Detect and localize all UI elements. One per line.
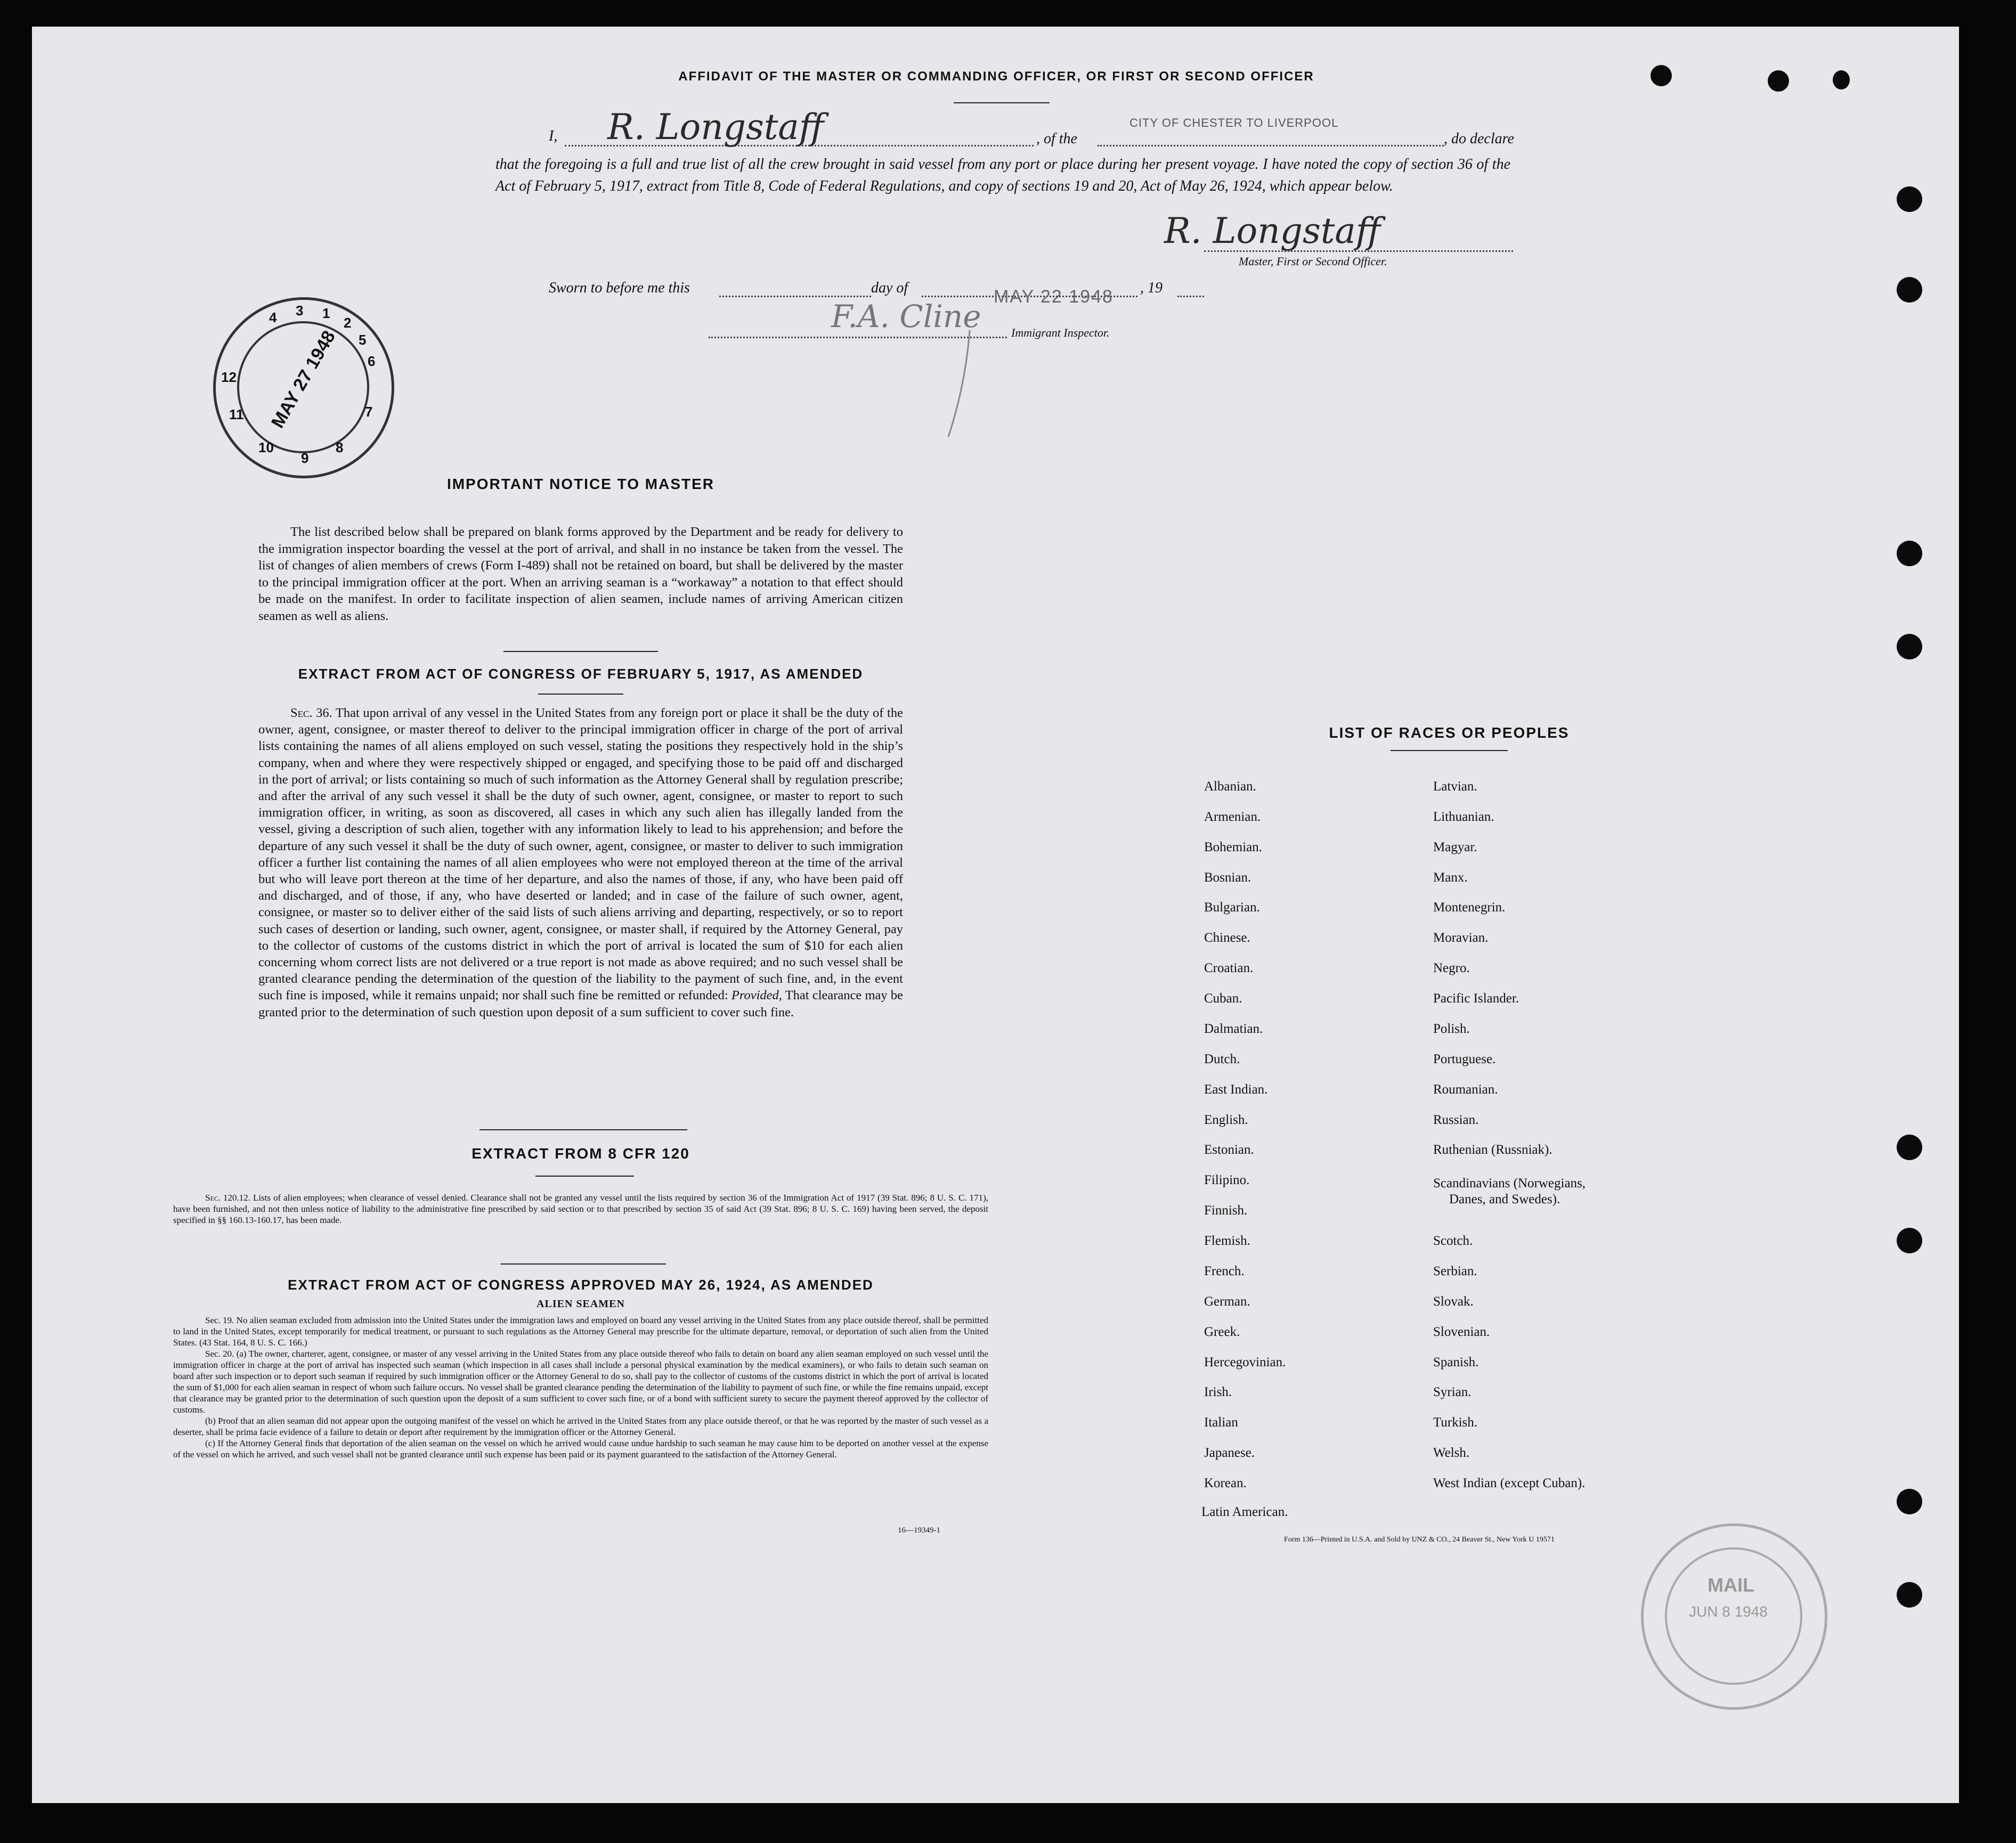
race-item: West Indian (except Cuban). [1433, 1476, 1586, 1490]
section-label: Sec. 120.12. [205, 1193, 250, 1203]
affidavit-declare: , do declare [1444, 131, 1514, 147]
stamp-ring-number: 12 [221, 369, 237, 385]
race-item: Finnish. [1204, 1203, 1248, 1218]
race-item: Magyar. [1433, 840, 1477, 854]
race-item: Spanish. [1433, 1355, 1479, 1369]
sec-20b-text: (b) Proof that an alien seaman did not appear upon the outgoing manifest of the vessel on which he arrived in the United States from any place outside thereof, or that he was reported by the master of such vessel as a deserter, shall be prima facie evidence of a failure to detain or deport after requirement by the immigration officer or the Attorney General. [173, 1416, 988, 1437]
race-item: Hercegovinian. [1204, 1355, 1286, 1369]
vessel-line [1098, 145, 1444, 146]
race-item: Filipino. [1204, 1173, 1250, 1187]
race-item: Croatian. [1204, 961, 1254, 975]
mail-stamp-date: JUN 8 1948 [1689, 1603, 1768, 1620]
race-item: Pacific Islander. [1433, 991, 1519, 1006]
extract-1924-heading: EXTRACT FROM ACT OF CONGRESS APPROVED MAY 26, 1924, AS AMENDED [288, 1277, 874, 1293]
sworn-day-of: day of [871, 280, 908, 296]
master-caption: Master, First or Second Officer. [1239, 255, 1387, 268]
print-code: 16—19349-1 [898, 1526, 940, 1535]
race-item: East Indian. [1204, 1082, 1268, 1097]
race-item: Irish. [1204, 1385, 1232, 1399]
race-item: Slovak. [1433, 1294, 1474, 1309]
affidavit-of-the: , of the [1036, 131, 1077, 147]
alien-seamen-subheading: ALIEN SEAMEN [536, 1298, 625, 1310]
race-item: Italian [1204, 1415, 1238, 1430]
race-item: Chinese. [1204, 931, 1250, 945]
race-item: Bulgarian. [1204, 900, 1260, 915]
extract-1917-text [258, 705, 903, 1021]
affidavit-i: I, [549, 128, 558, 144]
section-body: That upon arrival of any vessel in the United States from any foreign port or place it shall be the duty of the owner, agent, consignee, or master thereof to deliver to the principal immigration officer in charge of the port of arrival lists containing the names of all aliens employed on such vessel, stating the positions they respectively hold in the ship’s company, when and where they were respectively shipped or engaged, and specifying those to be paid off and discharged in the port of arrival; or lists containing so much of such information as the Attorney General shall by regulation prescribe; and after the arrival of any such vessel it shall be the duty of such owner, agent, consignee, or master to report to such immigration officer, in writing, as soon as discovered, all cases in which any such alien has illegally landed from the vessel, giving a description of such alien, together with any information likely to lead to his apprehension; and before the departure of any such vessel it shall be the duty of such owner, agent, consignee, or master to deliver to such immigration officer a further list containing the names of all alien employees who were not employed thereon at the time of the arrival but who will leave port thereon at the time of her departure, and also the names of those, if any, who have been paid off and discharged, and of those, if any, who have deserted or landed; and in case of the failure of such owner, agent, consignee, or master so to deliver either of the said lists of such aliens arriving and departing, respectively, or so to report such cases of desertion or landing, such owner, agent, consignee, or master shall, if required by the Attorney General, pay to the collector of customs of the customs district in which the port of arrival is located the sum of $10 for each alien concerning whom correct lists are not delivered or a true report is not made as above required; and no such vessel shall be granted clearance pending the determination of the question of the liability to the payment of such fine, and, in the event such fine is imposed, while it remains unpaid; nor shall such fine be remitted or refunded: [258, 706, 903, 1003]
sworn-day-line [719, 296, 871, 297]
race-item: Latvian. [1433, 779, 1477, 794]
inspector-signature: F.A. Cline [831, 298, 981, 335]
stamp-ring-number: 9 [301, 450, 309, 466]
punch-hole [1651, 65, 1672, 86]
sworn-year-line [1177, 296, 1204, 297]
cfr-text [173, 1192, 988, 1226]
divider [538, 694, 623, 695]
divider [503, 651, 658, 652]
sworn-date-stamp: MAY 22 1948 [994, 287, 1113, 307]
race-item: Portuguese. [1433, 1052, 1496, 1066]
inspector-caption: Immigrant Inspector. [1011, 326, 1110, 339]
divider [535, 1176, 634, 1177]
sworn-year: , 19 [1140, 280, 1163, 296]
stamp-ring-number: 7 [365, 404, 373, 420]
vessel-stamp: CITY OF CHESTER TO LIVERPOOL [1129, 116, 1339, 129]
race-item: Bosnian. [1204, 870, 1251, 885]
mail-stamp-label: MAIL [1708, 1574, 1754, 1596]
stamp-ring-number: 1 [322, 305, 330, 321]
stamp-ring-number: 5 [359, 332, 367, 348]
affidavit-body: that the foregoing is a full and true list of all the crew brought in said vessel from any port or place during her present voyage. I have noted the copy of section 36 of the Act of February 5, 1917, extract from Title 8, Code of Federal Regulations, and copy of sections 19 and 20, Act of May 26, 1924, which appear below. [495, 156, 1510, 194]
race-item: French. [1204, 1264, 1245, 1278]
divider [501, 1263, 666, 1265]
punch-hole [1897, 1135, 1922, 1160]
section-label: Sec. 36. [290, 706, 332, 720]
race-item: Slovenian. [1433, 1325, 1490, 1339]
document-page [32, 27, 1959, 1803]
race-item: Syrian. [1433, 1385, 1472, 1399]
printer-imprint: Form 136—Printed in U.S.A. and Sold by UNZ & CO., 24 Beaver St., New York U 19571 [1284, 1536, 1555, 1544]
race-item: Albanian. [1204, 779, 1256, 794]
inspector-pen-stroke [938, 325, 980, 442]
race-item: Latin American. [1201, 1505, 1288, 1519]
race-item: Armenian. [1204, 810, 1261, 824]
sec-20a-text: Sec. 20. (a) The owner, charterer, agent, consignee, or master of any vessel arriving in the United States from any place outside thereof who fails to detain on board any alien seaman employed on such vessel until the immigration officer in charge at the port of arrival has inspected such seaman (which inspection in all cases shall include a personal physical examination by the medical examiners), or who fails to detain such seaman on board after such inspection or to deport such seaman if required by such immigration officer or the Attorney General to do so, shall pay to the collector of customs of the customs district in which the port of arrival is located the sum of $1,000 for each alien seaman in respect of whom such failure occurs. No vessel shall be granted clearance pending the determination of the liability to payment of such fine, or while the fine remains unpaid, except that clearance may be granted prior to the determination of such question upon the deposit of a sum sufficient to cover such fine, or of a bond with sufficient surety to secure the payment thereof approved by the collector of customs. [173, 1349, 988, 1415]
race-item: Cuban. [1204, 991, 1242, 1006]
master-signature: R. Longstaff [1164, 210, 1381, 251]
race-item: Russian. [1433, 1113, 1479, 1127]
section-body: Lists of alien employees; when clearance of vessel denied. Clearance shall not be granted any vessel until the lists required by section 36 of the Immigration Act of 1917 (39 Stat. 896; 8 U. S. C. 171), have been furnished, and not then unless notice of liability to the administrative fine prescribed by said section or to that prescribed by section 35 of said Act (39 Stat. 896; 8 U. S. C. 169) having been served, the deposit specified in §§ 160.13-160.17, has been made. [173, 1193, 989, 1225]
race-item: Scandinavians (Norwegians, [1433, 1176, 1586, 1190]
race-item: English. [1204, 1113, 1248, 1127]
stamp-ring-number: 2 [344, 315, 352, 331]
stamp-ring-number: 6 [368, 353, 376, 369]
stamp-ring-number: 4 [269, 309, 277, 325]
race-item: Ruthenian (Russniak). [1433, 1143, 1552, 1157]
race-item: Polish. [1433, 1022, 1470, 1036]
notice-heading: IMPORTANT NOTICE TO MASTER [446, 476, 715, 492]
divider [1391, 750, 1508, 751]
races-heading: LIST OF RACES OR PEOPLES [1329, 724, 1570, 741]
race-item: Welsh. [1433, 1446, 1470, 1460]
extract-1924-text [173, 1315, 988, 1460]
race-item: Dutch. [1204, 1052, 1240, 1066]
race-item: Montenegrin. [1433, 900, 1506, 915]
title-underline [954, 102, 1050, 103]
race-item: Manx. [1433, 870, 1468, 885]
sec-19-text: Sec. 19. No alien seaman excluded from admission into the United States under the immigration laws and employed on board any vessel arriving in the United States from any place outside thereof, shall be permitted to land in the United States, except temporarily for medical treatment, or pursuant to such regulations as the Attorney General may prescribe for the ultimate departure, removal, or deportation of such alien from the United States. (43 Stat. 164, 8 U. S. C. 166.) [173, 1315, 988, 1348]
master-signature-line [1204, 250, 1513, 252]
race-item: Greek. [1204, 1325, 1240, 1339]
race-item: Serbian. [1433, 1264, 1477, 1278]
stamp-ring-number: 8 [336, 439, 344, 455]
race-item: Dalmatian. [1204, 1022, 1263, 1036]
race-item: Japanese. [1204, 1446, 1255, 1460]
stamp-ring-number: 10 [258, 439, 274, 455]
sec-20c-text: (c) If the Attorney General finds that deportation of the alien seaman on the vessel on which he arrived would cause undue hardship to such seaman he may cause him to be deported on another vessel at the expense of the vessel on which he arrived, and such vessel shall not be granted clearance until such expense has been paid or its payment guaranteed to the satisfaction of the Attorney General. [173, 1438, 988, 1459]
mail-date-stamp [1641, 1523, 1827, 1710]
race-item: Estonian. [1204, 1143, 1254, 1157]
sworn-text: Sworn to before me this [549, 280, 690, 296]
race-item: Scotch. [1433, 1234, 1473, 1248]
punch-hole [1833, 70, 1850, 89]
notice-text: The list described below shall be prepared on blank forms approved by the Department and be ready for delivery to the immigration inspector boarding the vessel at the port of arrival, and shall in no instance be taken from the vessel. The list of changes of alien members of crews (Form I-489) shall not be retained on board, but shall be delivered by the master to the principal immigration officer at the port. When an arriving seaman is a “workaway” a notation to that effect should be made on the manifest. In order to facilitate inspection of alien seamen, include names of arriving American citizen seamen as well as aliens. [258, 525, 903, 623]
punch-hole [1897, 1228, 1922, 1253]
divider [479, 1129, 687, 1130]
stamp-ring-number: 11 [229, 406, 244, 422]
race-item: Flemish. [1204, 1234, 1250, 1248]
punch-hole [1897, 634, 1922, 659]
race-item: Danes, and Swedes). [1449, 1192, 1560, 1206]
provided-word: Provided, [731, 988, 782, 1003]
stamp-ring-number: 3 [296, 303, 304, 319]
affiant-signature: R. Longstaff [607, 107, 824, 148]
race-item: Bohemian. [1204, 840, 1263, 854]
race-item: Korean. [1204, 1476, 1247, 1490]
race-item: Negro. [1433, 961, 1470, 975]
race-item: Moravian. [1433, 931, 1489, 945]
section-body-end: That clearance may be granted prior to the determination of such question upon deposit of a sum sufficient to cover such fine. [258, 988, 904, 1020]
punch-hole [1897, 1489, 1922, 1514]
race-item: German. [1204, 1294, 1250, 1309]
punch-hole [1897, 1582, 1922, 1608]
stamp-date: MAY 27 1948 [267, 327, 340, 432]
race-item: Roumanian. [1433, 1082, 1498, 1097]
punch-hole [1768, 70, 1789, 92]
immigration-date-stamp [213, 297, 394, 478]
affidavit-title: AFFIDAVIT OF THE MASTER OR COMMANDING OFFICER, OR FIRST OR SECOND OFFICER [678, 69, 1314, 84]
punch-hole [1897, 541, 1922, 566]
extract-1917-heading: EXTRACT FROM ACT OF CONGRESS OF FEBRUARY 5, 1917, AS AMENDED [298, 666, 864, 682]
cfr-heading: EXTRACT FROM 8 CFR 120 [472, 1145, 690, 1162]
punch-hole [1897, 186, 1922, 212]
punch-hole [1897, 277, 1922, 303]
race-item: Turkish. [1433, 1415, 1478, 1430]
race-item: Lithuanian. [1433, 810, 1494, 824]
